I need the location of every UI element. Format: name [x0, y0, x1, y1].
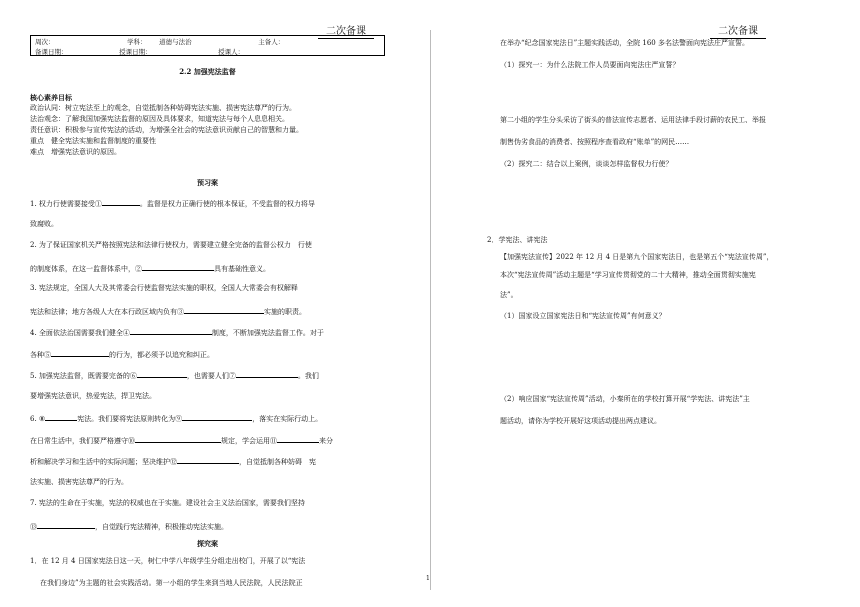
left-header-title: 二次备课 — [318, 22, 374, 39]
lesson-title: 2.2 加强宪法监督 — [179, 67, 236, 76]
blank-13[interactable] — [37, 520, 95, 529]
preview-line-2: 致腐败。 — [30, 220, 58, 228]
page-number: 1 — [426, 575, 430, 582]
core-line-1: 政治认同：树立宪法至上的观念，自觉抵制各种妨碍宪法实施、损害宪法尊严的行为。 — [30, 104, 296, 112]
right-header — [710, 22, 766, 39]
blank-8[interactable] — [45, 412, 77, 421]
blank-11[interactable] — [277, 434, 319, 443]
explore-line-2: 在我们身边”为主题的社会实践活动。第一小组的学生来到当地人民法院，人民法院正 — [40, 579, 303, 587]
question-2-title: 2．学宪法、讲宪法 — [487, 236, 548, 244]
question-1-2: （2）探究二：结合以上案例，谈谈怎样监督权力行使？ — [500, 160, 673, 168]
right-line-4: 制售伪劣食品的消费者、按照程序查看政府“账单”的网民…… — [500, 138, 690, 146]
preview-line-6: 宪法和法律；地方各级人大在本行政区域内负有③ 实施的职责。 — [30, 305, 306, 318]
blank-2[interactable] — [142, 262, 214, 271]
explore-line-1: 1．在 12 月 4 日国家宪法日这一天，树仁中学八年级学生分组走出校门，开展了以“宪法 — [30, 557, 306, 565]
preview-line-4: 的制度体系，在这一监督体系中，② 具有基础性意义。 — [30, 262, 270, 275]
preparer-label: 主备人： — [258, 38, 285, 46]
preview-line-12: 在日常生活中，我们要严格遵守⑩ 规定，学会运用⑪ 来分 — [30, 434, 333, 447]
question-2-2: （2）响应国家“宪法宣传周”活动，小秦所在的学校打算开展“学宪法、讲宪法”主 — [500, 395, 750, 403]
difficult-point: 难点 增强宪法意识的原因。 — [30, 148, 121, 156]
right-line-7: 【加强宪法宣传】2022 年 12 月 4 日是第九个国家宪法日，也是第五个“宪法宣传周”， — [500, 253, 774, 261]
right-line-8: 本次“宪法宣传周”活动主题是“学习宣传贯彻党的二十大精神，推动全面贯彻实施宪 — [500, 271, 756, 279]
blank-6[interactable] — [137, 369, 187, 378]
right-line-9: 法”。 — [500, 291, 518, 299]
preview-line-3: 2. 为了保证国家机关严格按照宪法和法律行使权力，需要建立健全完备的监督公权力 行使 — [30, 241, 312, 249]
teach-date-label: 授课日期： — [119, 48, 152, 56]
preview-line-16: ⑬ ，自觉践行宪法精神，积极推动宪法实施。 — [30, 520, 228, 533]
right-header-title: 二次备课 — [710, 22, 766, 39]
blank-12[interactable] — [177, 455, 239, 464]
preview-line-7: 4. 全面依法治国需要我们健全④ 制度，不断加强宪法监督工作。对于 — [30, 326, 324, 339]
preview-line-15: 7. 宪法的生命在于实施，宪法的权威也在于实施。建设社会主义法治国家，需要我们坚持 — [30, 499, 305, 507]
right-line-3: 第二小组的学生分头采访了街头的普法宣传志愿者、运用法律手段讨薪的农民工、举报 — [500, 116, 766, 124]
preview-line-13: 析和解决学习和生活中的实际问题；坚决维护⑫ ，自觉抵制各种妨碍 宪 — [30, 455, 316, 468]
core-heading: 核心素养目标 — [30, 93, 72, 102]
blank-1[interactable] — [102, 197, 140, 206]
week-label: 周次： — [35, 38, 55, 46]
subject-label: 学科： — [127, 38, 147, 46]
info-row-2 — [35, 47, 380, 57]
blank-9[interactable] — [182, 412, 252, 421]
preview-line-1: 1. 权力行使需要接受① 。监督是权力正确行使的根本保证，不受监督的权力将导 — [30, 197, 315, 210]
blank-10[interactable] — [135, 434, 221, 443]
preview-line-8: 各种⑤ 的行为，都必须予以追究和纠正。 — [30, 348, 214, 361]
core-line-2: 法治观念：了解我国加强宪法监督的原因及具体要求，知道宪法与每个人息息相关。 — [30, 115, 289, 123]
teacher-label: 授课人： — [218, 48, 245, 56]
page-divider — [430, 30, 431, 590]
blank-3[interactable] — [184, 305, 264, 314]
question-1-1: （1）探究一：为什么法院工作人员要面向宪法庄严宣誓？ — [500, 61, 680, 69]
prep-date-label: 备课日期： — [35, 48, 68, 56]
question-2-1: （1）国家设立国家宪法日和“宪法宣传周”有何意义？ — [500, 312, 666, 320]
subject-value: 道德与法治 — [159, 38, 192, 46]
preview-line-10: 要增强宪法意识，热爱宪法，捍卫宪法。 — [30, 392, 156, 400]
blank-7[interactable] — [236, 369, 298, 378]
preview-heading: 预习案 — [197, 178, 218, 187]
blank-4[interactable] — [130, 326, 212, 335]
preview-line-11: 6. ⑧ 宪法。我们要将宪法原则转化为⑨ ，落实在实际行动上。 — [30, 412, 322, 425]
info-row-1 — [35, 37, 380, 47]
blank-5[interactable] — [51, 348, 109, 357]
right-line-1: 在举办“纪念国家宪法日”主题实践活动，全院 160 多名法警面向宪法庄严宣誓。 — [500, 39, 749, 47]
preview-line-5: 3. 宪法规定，全国人大及其常委会行使监督宪法实施的职权，全国人大常委会有权解释 — [30, 284, 298, 292]
preview-line-14: 法实施、损害宪法尊严的行为。 — [30, 478, 128, 486]
explore-heading: 探究案 — [197, 539, 218, 548]
lesson-info-box — [30, 35, 385, 56]
key-point: 重点 健全宪法实施和监督制度的重要性 — [30, 137, 156, 145]
preview-line-9: 5. 加强宪法监督，既需要完备的⑥ ，也需要人们⑦ 。我们 — [30, 369, 319, 382]
right-line-12: 题活动，请你为学校开展好这项活动提出两点建议。 — [500, 417, 661, 425]
core-line-3: 责任意识：积极参与宣传宪法的活动，为增强全社会的宪法意识贡献自己的智慧和力量。 — [30, 126, 303, 134]
